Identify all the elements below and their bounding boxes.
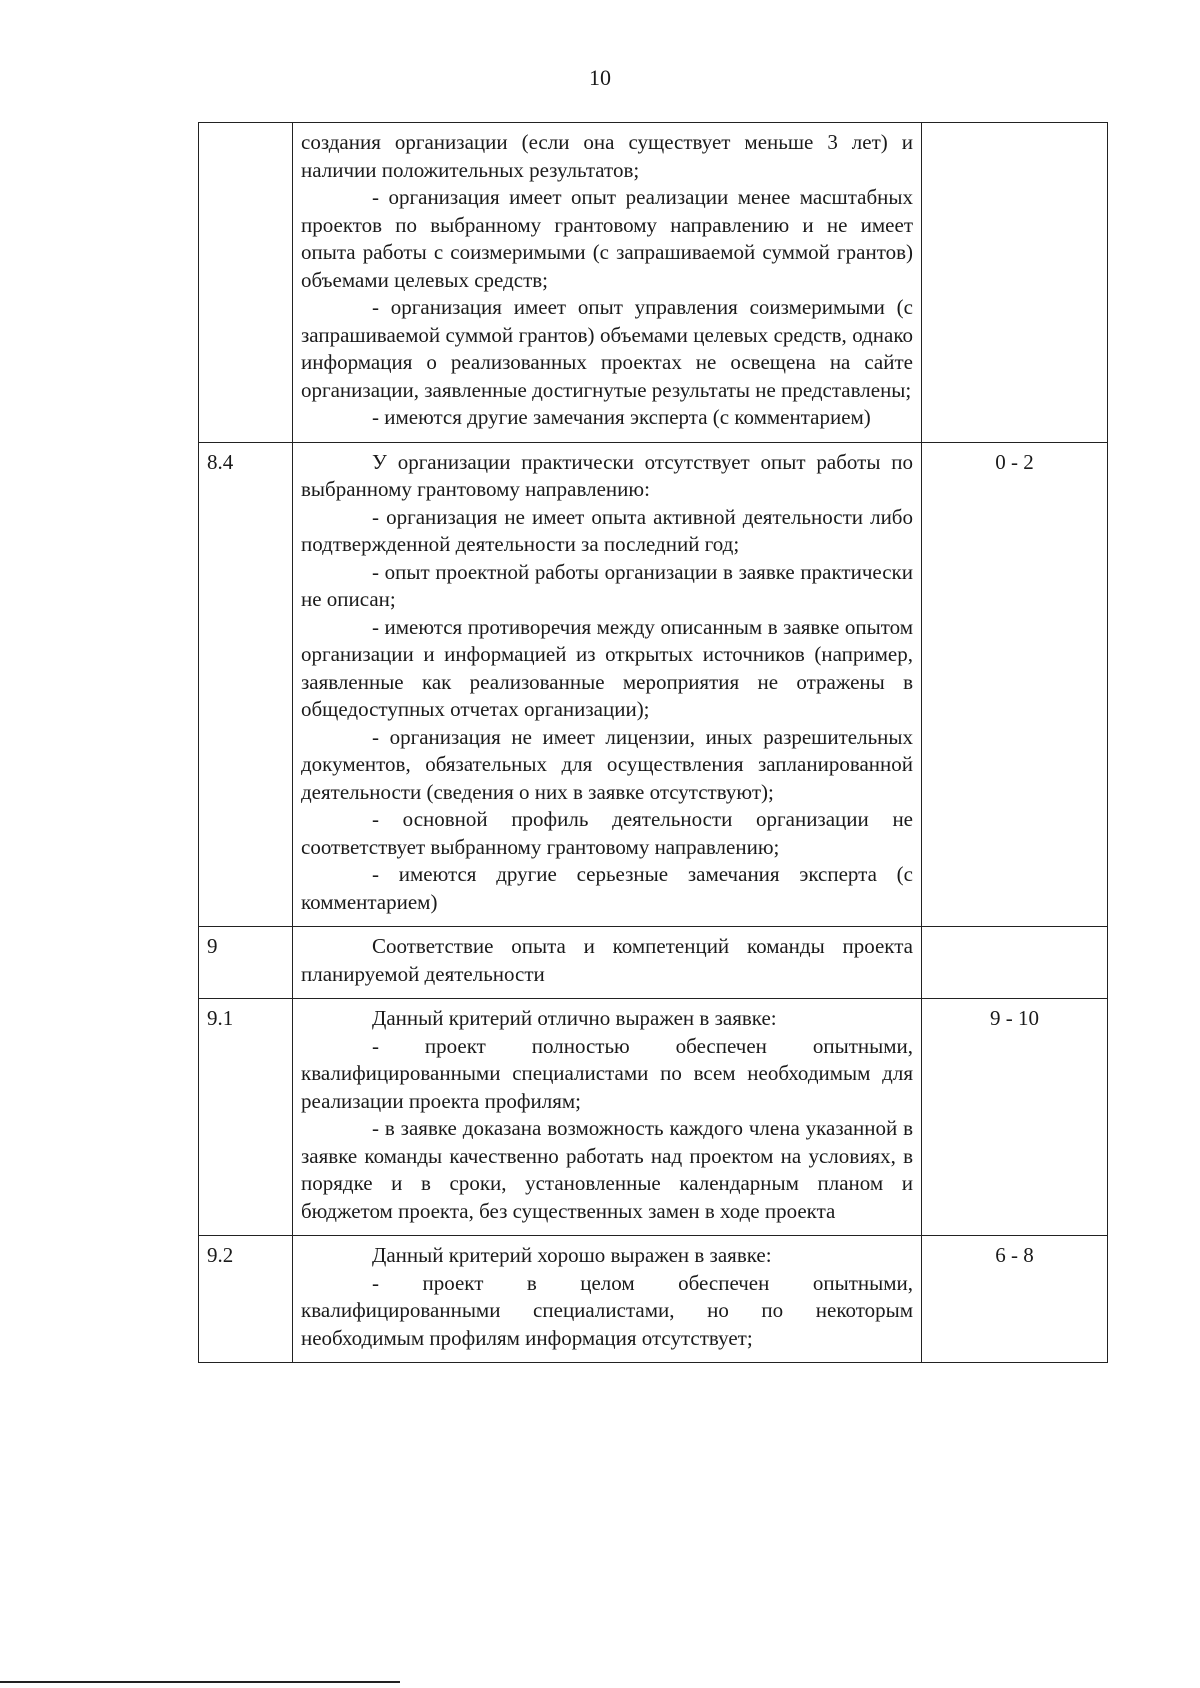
paragraph: Соответствие опыта и компетенций команды проекта планируемой деятельности xyxy=(301,934,913,986)
paragraph: У организации практически отсутствует опыт работы по выбранному грантовому направлению: xyxy=(301,449,913,501)
paragraph: создания организации (если она существует меньше 3 лет) и наличии положительных результатов; xyxy=(301,130,913,182)
criterion-score: 6 - 8 xyxy=(922,1236,1108,1363)
paragraph: Данный критерий отлично выражен в заявке: xyxy=(372,1006,777,1030)
page-number: 10 xyxy=(589,65,611,90)
criterion-number: 9.1 xyxy=(199,999,293,1236)
criterion-score xyxy=(922,123,1108,443)
paragraph: - в заявке доказана возможность каждого члена указанной в заявке команды качественно работать над проектом на условиях, в порядке и в сроки, установленные календарным планом и бюджетом проекта, без существенных замен в ходе проекта xyxy=(301,1116,913,1223)
criterion-number: 9.2 xyxy=(199,1236,293,1363)
paragraph: - проект полностью обеспечен опытными, квалифицированными специалистами по всем необходимым для реализации проекта профилям; xyxy=(301,1033,913,1113)
paragraph: - основной профиль деятельности организации не соответствует выбранному грантовому направлению; xyxy=(301,807,913,859)
criterion-number xyxy=(199,123,293,443)
criterion-description xyxy=(293,123,922,443)
paragraph: - имеются другие серьезные замечания эксперта (с комментарием) xyxy=(301,862,913,914)
paragraph: - организация имеет опыт управления соизмеримыми (с запрашиваемой суммой грантов) объемами целевых средств, однако информация о реализованных проектах не освещена на сайте организации, заявленные достигнутые результаты не представлены; xyxy=(301,295,913,402)
criterion-description xyxy=(293,927,922,999)
criterion-number: 9 xyxy=(199,927,293,999)
paragraph: - организация не имеет опыта активной деятельности либо подтвержденной деятельности за последний год; xyxy=(301,504,913,556)
table-row xyxy=(199,927,1108,999)
criterion-score: 9 - 10 xyxy=(922,999,1108,1236)
paragraph: - организация не имеет лицензии, иных разрешительных документов, обязательных для осуществления запланированной деятельности (сведения о них в заявке отсутствуют); xyxy=(301,724,913,804)
criterion-score: 0 - 2 xyxy=(922,442,1108,927)
table-row xyxy=(199,442,1108,927)
criterion-number: 8.4 xyxy=(199,442,293,927)
paragraph: - имеются противоречия между описанным в заявке опытом организации и информацией из открытых источников (например, заявленные как реализованные мероприятия не отражены в общедоступных отчетах организации); xyxy=(301,614,913,721)
bottom-rule xyxy=(0,1681,400,1683)
criteria-table xyxy=(198,122,1108,1363)
paragraph: Данный критерий хорошо выражен в заявке: xyxy=(372,1243,772,1267)
criterion-score xyxy=(922,927,1108,999)
paragraph: - имеются другие замечания эксперта (с комментарием) xyxy=(372,405,871,429)
criterion-description xyxy=(293,1236,922,1363)
paragraph: - опыт проектной работы организации в заявке практически не описан; xyxy=(301,559,913,611)
paragraph: - проект в целом обеспечен опытными, квалифицированными специалистами, но по некоторым необходимым профилям информация отсутствует; xyxy=(301,1270,913,1350)
table-row xyxy=(199,999,1108,1236)
criterion-description xyxy=(293,999,922,1236)
table-row xyxy=(199,1236,1108,1363)
table-row xyxy=(199,123,1108,443)
criterion-description xyxy=(293,442,922,927)
paragraph: - организация имеет опыт реализации менее масштабных проектов по выбранному грантовому направлению и не имеет опыта работы с соизмеримыми (с запрашиваемой суммой грантов) объемами целевых средств; xyxy=(301,185,913,292)
